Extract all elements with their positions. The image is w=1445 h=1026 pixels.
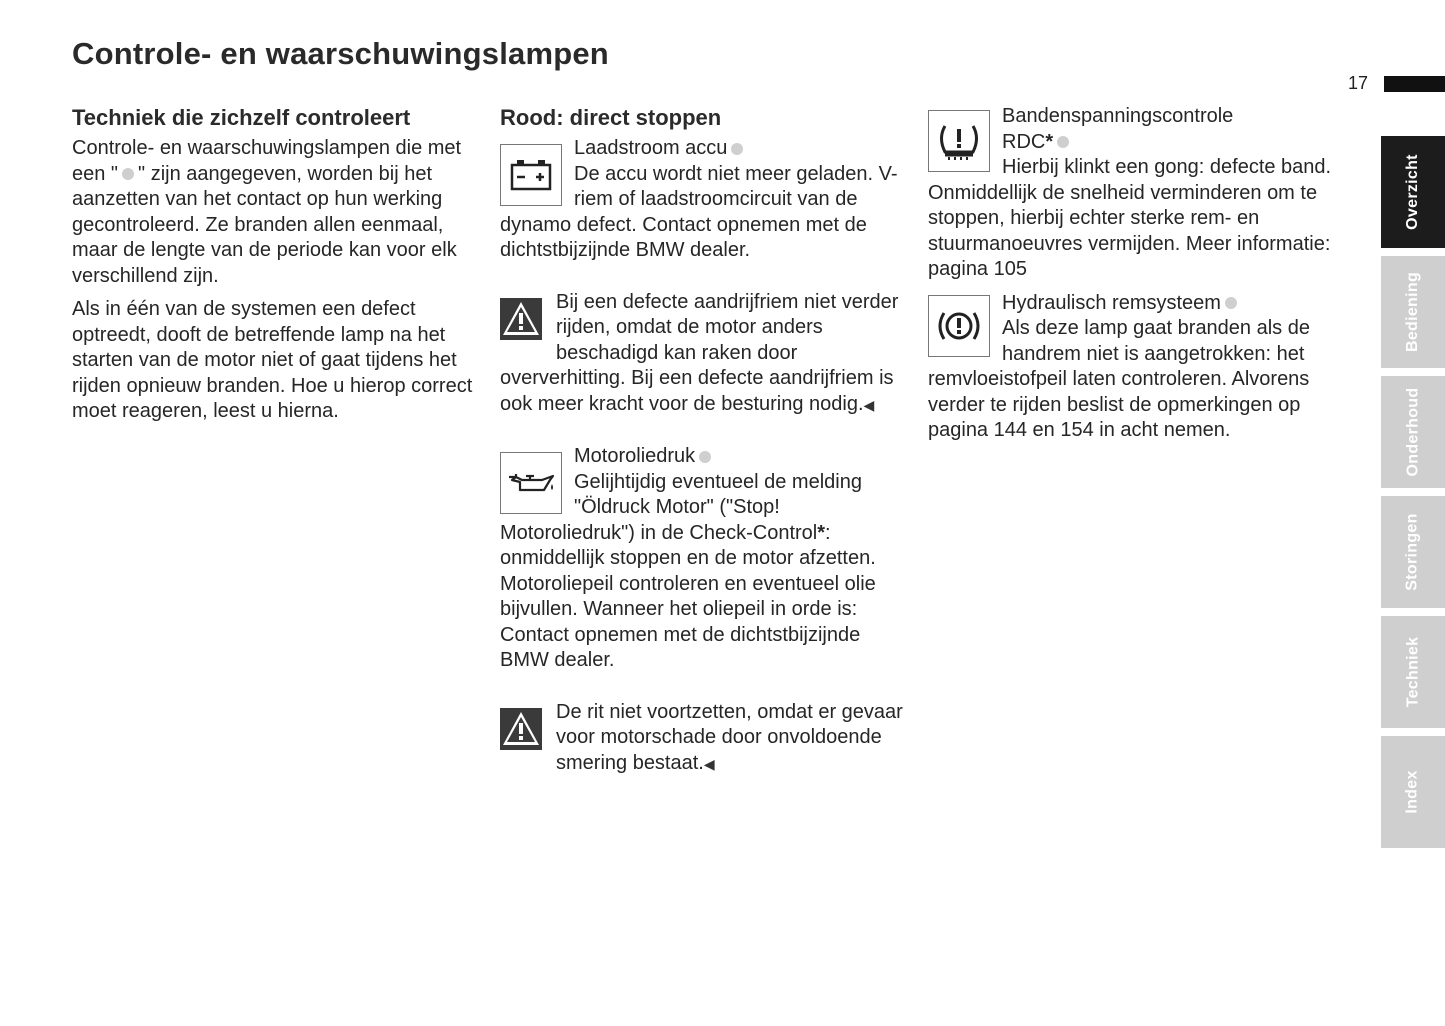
tab-label: Bediening	[1404, 271, 1422, 353]
oil-pressure-text-b: : onmiddellijk stoppen en de motor afzetten. Motoroliepeil controleren en eventueel olie bijvullen. Wanneer het oliepeil in orde is: Contact opnemen met de dichtstbijzijnde BMW dealer.	[500, 521, 876, 671]
tab-onderhoud[interactable]	[1381, 376, 1445, 488]
oil-pressure-text-a: Gelijhtijdig eventueel de melding "Öldruck Motor" ("Stop! Motoroliedruk") in de Check-Control	[500, 470, 862, 544]
end-mark-icon: ◀	[863, 396, 875, 413]
end-mark-icon: ◀	[703, 755, 715, 772]
page-number: 17	[1348, 73, 1369, 93]
battery-icon	[500, 144, 562, 206]
column-tire-brake	[928, 104, 1332, 444]
belt-warning-text: Bij een defecte aandrijfriem niet verder rijden, omdat de motor anders beschadigd kan raken door oververhitting. Bij een defecte aandrijfriem is ook meer kracht voor de besturing nodig.	[500, 290, 899, 415]
tab-bediening[interactable]	[1381, 256, 1445, 368]
page-title: Controle- en waarschuwingslampen	[72, 36, 609, 71]
optional-star: *	[817, 521, 826, 544]
self-check-heading: Techniek die zichzelf controleert	[72, 105, 411, 130]
tire-pressure-title-1: Bandenspanningscontrole	[1002, 105, 1234, 127]
indicator-dot-icon	[1057, 136, 1069, 148]
optional-star: *	[1045, 130, 1054, 153]
brake-system-text: Als deze lamp gaat branden als de handrem niet is aangetrokken: het remvloeistofpeil laten controleren. Alvorens verder te rijden beslist de opmerkingen op pagina 144 en 154 in acht nemen.	[928, 317, 1310, 441]
brake-system-entry	[928, 291, 1332, 444]
indicator-dot-icon	[699, 451, 711, 463]
tab-label: Index	[1403, 770, 1421, 814]
tab-label: Storingen	[1404, 513, 1421, 591]
charging-text: De accu wordt niet meer geladen. V-riem of laadstroomcircuit van de dynamo defect. Contact opnemen met de dichtstbijzijnde BMW dealer.	[500, 162, 898, 261]
brake-system-title: Hydraulisch remsysteem	[1002, 291, 1221, 314]
warning-triangle-icon	[500, 298, 542, 340]
charging-title: Laadstroom accu	[574, 137, 728, 159]
column-red-stop	[500, 104, 912, 777]
self-check-text-b: " zijn aangegeven, worden bij het aanzetten van het contact op hun werking gecontroleerd. Ze branden allen eenmaal, maar de lengte van de periode kan voor elk verschillend zijn.	[72, 162, 457, 287]
self-check-paragraph-1	[72, 136, 484, 289]
tab-techniek[interactable]	[1381, 616, 1445, 728]
charging-entry	[500, 136, 912, 264]
page-number-bar	[1384, 76, 1445, 92]
lubrication-warning	[500, 700, 912, 778]
tire-pressure-entry	[928, 104, 1332, 283]
indicator-dot-icon	[731, 143, 743, 155]
tire-pressure-text: Hierbij klinkt een gong: defecte band. Onmiddellijk de snelheid verminderen om te stoppen, hierbij echter sterke rem- en stuurmanoeuvres vermijden. Meer informatie: pagina 105	[928, 156, 1332, 280]
tab-overzicht[interactable]	[1381, 136, 1445, 248]
warning-triangle-icon	[500, 708, 542, 750]
tab-index[interactable]	[1381, 736, 1445, 848]
belt-warning	[500, 290, 912, 419]
tab-storingen[interactable]	[1381, 496, 1445, 608]
oil-can-icon	[500, 452, 562, 514]
tab-label: Techniek	[1404, 636, 1422, 708]
tire-pressure-icon	[928, 110, 990, 172]
indicator-dot-icon	[122, 168, 134, 180]
red-stop-heading: Rood: direct stoppen	[500, 105, 722, 130]
column-self-check	[72, 104, 484, 425]
tab-label: Overzicht	[1404, 154, 1421, 230]
lubrication-warning-text: De rit niet voortzetten, omdat er gevaar voor motorschade door onvoldoende smering bestaat.	[556, 700, 903, 774]
tire-pressure-title-2: RDC	[1002, 130, 1046, 153]
self-check-paragraph-2: Als in één van de systemen een defect optreedt, dooft de betreffende lamp na het starten van de motor niet of gaat tijdens het rijden opnieuw branden. Hoe u hierop correct moet reageren, leest u hierna.	[72, 298, 473, 422]
oil-pressure-title: Motoroliedruk	[574, 445, 696, 467]
brake-warning-icon	[928, 295, 990, 357]
oil-pressure-entry	[500, 444, 912, 674]
self-check-text-a: Controle- en waarschuwingslampen die met een "	[72, 137, 462, 185]
indicator-dot-icon	[1225, 297, 1237, 309]
tab-label: Onderhoud	[1404, 387, 1422, 477]
